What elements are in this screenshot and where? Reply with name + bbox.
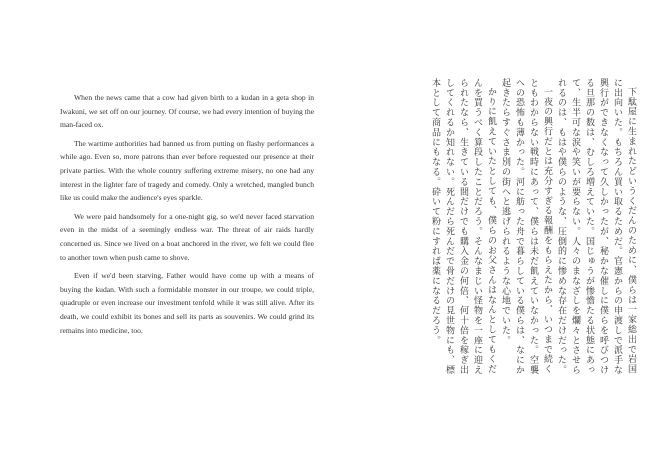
right-page bbox=[326, 0, 652, 461]
english-paragraph-1: When the news came that a cow had given birth to a kudan in a geta shop in Iwakuni, we set off on our journey. Of course, we had every intention of buying the man-faced ox. bbox=[60, 93, 314, 130]
english-text-block bbox=[60, 91, 314, 342]
english-paragraph-4: Even if we'd been starving, Father would have come up with a means of buying the kudan. With such a formidable monster in our troupe, we could triple, quadruple or even increase our investment tenfold while it was still alive. After its death, we could exhibit its bones and sell its parts as souvenirs. We could grind its remains into medicine, too. bbox=[60, 271, 314, 335]
japanese-paragraph-3: かりに飢えていたとしても、僕らのお父さんはなんとしてもくだんを買うべく算段したことだろう。そんなまじい怪物を一座に迎えられたなら、生きている間だけでも購入金の何倍、何十倍を稼ぎ出してくれるか知れない。死んだら死んだで骨だけの見世物にも、標本として商品にもなる。砕いて粉にすれば薬になるだろう。 bbox=[430, 78, 496, 375]
english-paragraph-2: The wartime authorities had banned us from putting on flashy performances a while ago. Even so, more patrons than ever before requested our presence at their private parties. With the whole country suffering extreme misery, no one had any interest in the lighter fare of tragedy and comedy. Only a wretched, mangled bunch like us could make the audience's eyes sparkle. bbox=[60, 138, 314, 203]
japanese-text-block bbox=[408, 78, 638, 378]
japanese-paragraph-1: 下駄屋に生まれたどいうくだんのために、僕らは一家総出で岩国に出向いた。もちろん買い取るためだ。官憲からの申渡しで派手な興行ができなくなって久しかったが、秘かな催しに僕らを呼びつける旦那の数は、むしろ増えていた。国じゅうが惨憺たる状態にあって、生半可な涙や笑いが要らない。人々のまなざしを爛々とさせられるのは、もはや僕らのような、圧倒的に惨めな存在だけだった。 bbox=[556, 78, 636, 375]
japanese-paragraph-2: 一夜の興行だとは充分すぎる報酬をもらえたから、いつまで続くともわからない戦時にあって、僕らは未だ飢えていなかった。空襲への恐怖も薄かった。河に舫った舟で暮らしている僕らは、なにか起きたらすぐさま別の街へと逃げられるような心地でいた。 bbox=[500, 78, 552, 375]
english-paragraph-3: We were paid handsomely for a one-night gig, so we'd never faced starvation even in the midst of a seemingly endless war. The threat of air raids hardly concerned us. Since we lived on a boat anchored in the river, we felt we could flee to another town when push came to shove. bbox=[60, 211, 314, 262]
